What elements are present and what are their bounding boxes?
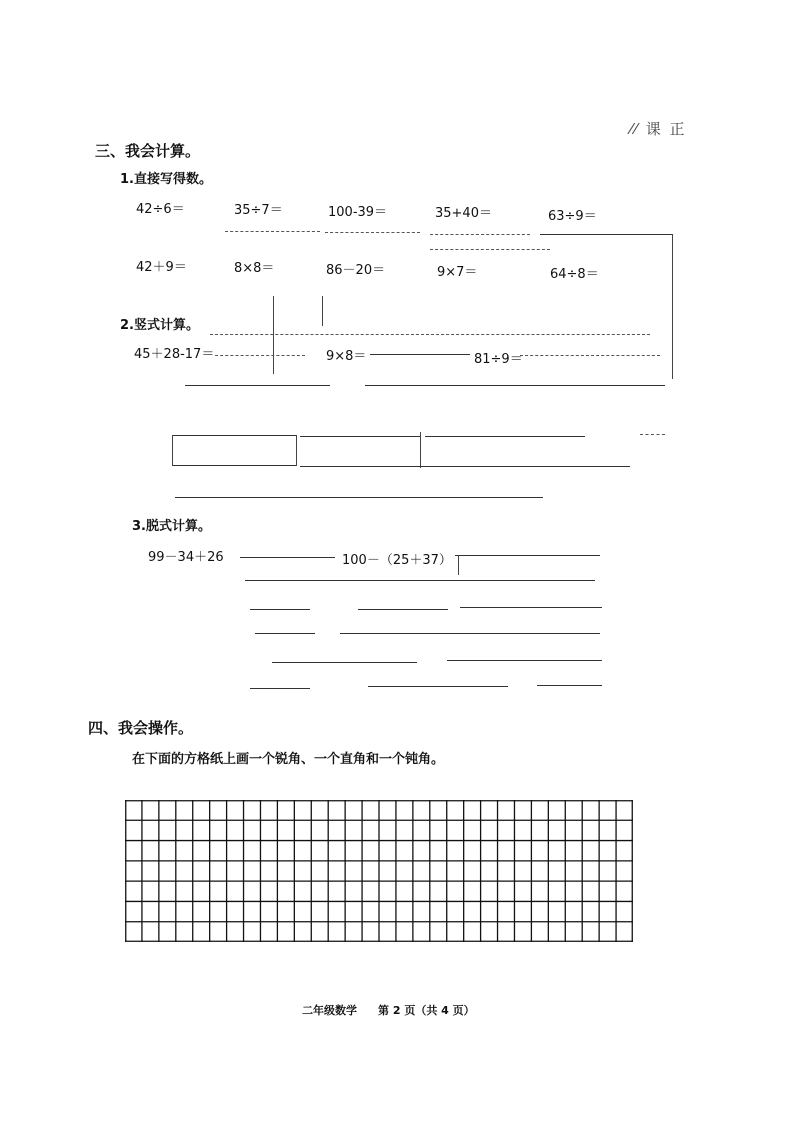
scan-line <box>185 385 330 386</box>
vertical-calc-expression: 81÷9＝ <box>474 352 523 367</box>
stepwise-calc-expression: 99－34＋26 <box>148 550 224 565</box>
vertical-calc-expression: 45＋28-17＝ <box>134 347 215 362</box>
scan-line <box>455 555 600 556</box>
scan-line <box>370 354 470 355</box>
oral-expression: 64÷8＝ <box>550 267 599 282</box>
scan-line <box>172 465 296 466</box>
square-grid-paper[interactable] <box>125 800 633 942</box>
scan-line <box>240 557 335 558</box>
vertical-calc-expression: 9×8＝ <box>326 349 367 364</box>
section4-title: 四、我会操作。 <box>88 719 194 737</box>
oral-expression: 100-39＝ <box>328 205 388 220</box>
scan-line <box>273 296 274 374</box>
oral-expression: 9×7＝ <box>437 265 478 280</box>
scan-line <box>325 232 420 233</box>
scan-line <box>340 633 600 634</box>
scan-line <box>250 609 310 610</box>
section3-title: 三、我会计算。 <box>95 142 201 160</box>
part1-title: 1.直接写得数。 <box>120 172 212 187</box>
scan-line <box>520 355 660 356</box>
scan-line <box>175 497 543 498</box>
scan-line <box>322 296 323 326</box>
scan-line <box>255 633 315 634</box>
oral-expression: 42＋9＝ <box>136 260 187 275</box>
part2-title: 2.竖式计算。 <box>120 318 199 333</box>
scan-line <box>210 334 650 335</box>
scan-line <box>368 686 508 687</box>
scan-line <box>215 355 305 356</box>
oral-expression: 35÷7＝ <box>234 203 283 218</box>
scan-line <box>537 685 602 686</box>
scan-line <box>458 555 459 575</box>
scan-line <box>460 607 602 608</box>
section4-instruction: 在下面的方格纸上画一个锐角、一个直角和一个钝角。 <box>132 752 445 767</box>
scan-line <box>250 688 310 689</box>
scan-line <box>245 580 595 581</box>
stepwise-calc-expression: 100－（25＋37） <box>342 553 452 568</box>
scan-line <box>300 466 630 467</box>
oral-expression: 35+40＝ <box>435 206 492 221</box>
footer-page-number: 第 2 页（共 4 页） <box>378 1004 475 1017</box>
scan-line <box>430 234 530 235</box>
scan-line <box>420 432 421 468</box>
scan-line <box>172 435 173 466</box>
scan-line <box>430 249 550 250</box>
scan-line <box>225 231 320 232</box>
footer-subject: 二年级数学 <box>302 1004 357 1017</box>
scan-line <box>425 436 585 437</box>
scan-line <box>300 436 420 437</box>
oral-expression: 8×8＝ <box>234 261 275 276</box>
oral-expression: 42÷6＝ <box>136 202 185 217</box>
oral-expression: 86－20＝ <box>326 263 386 278</box>
part3-title: 3.脱式计算。 <box>132 519 211 534</box>
corner-mark: ⁄⁄ 课 正 <box>630 120 687 138</box>
scan-line <box>172 435 296 436</box>
scan-line <box>540 234 672 235</box>
scan-line <box>640 434 665 435</box>
scan-line <box>358 609 448 610</box>
oral-expression: 63÷9＝ <box>548 209 597 224</box>
scan-line <box>672 234 673 379</box>
scan-line <box>296 435 297 466</box>
scan-line <box>272 662 417 663</box>
scan-line <box>447 660 602 661</box>
scan-line <box>365 385 665 386</box>
